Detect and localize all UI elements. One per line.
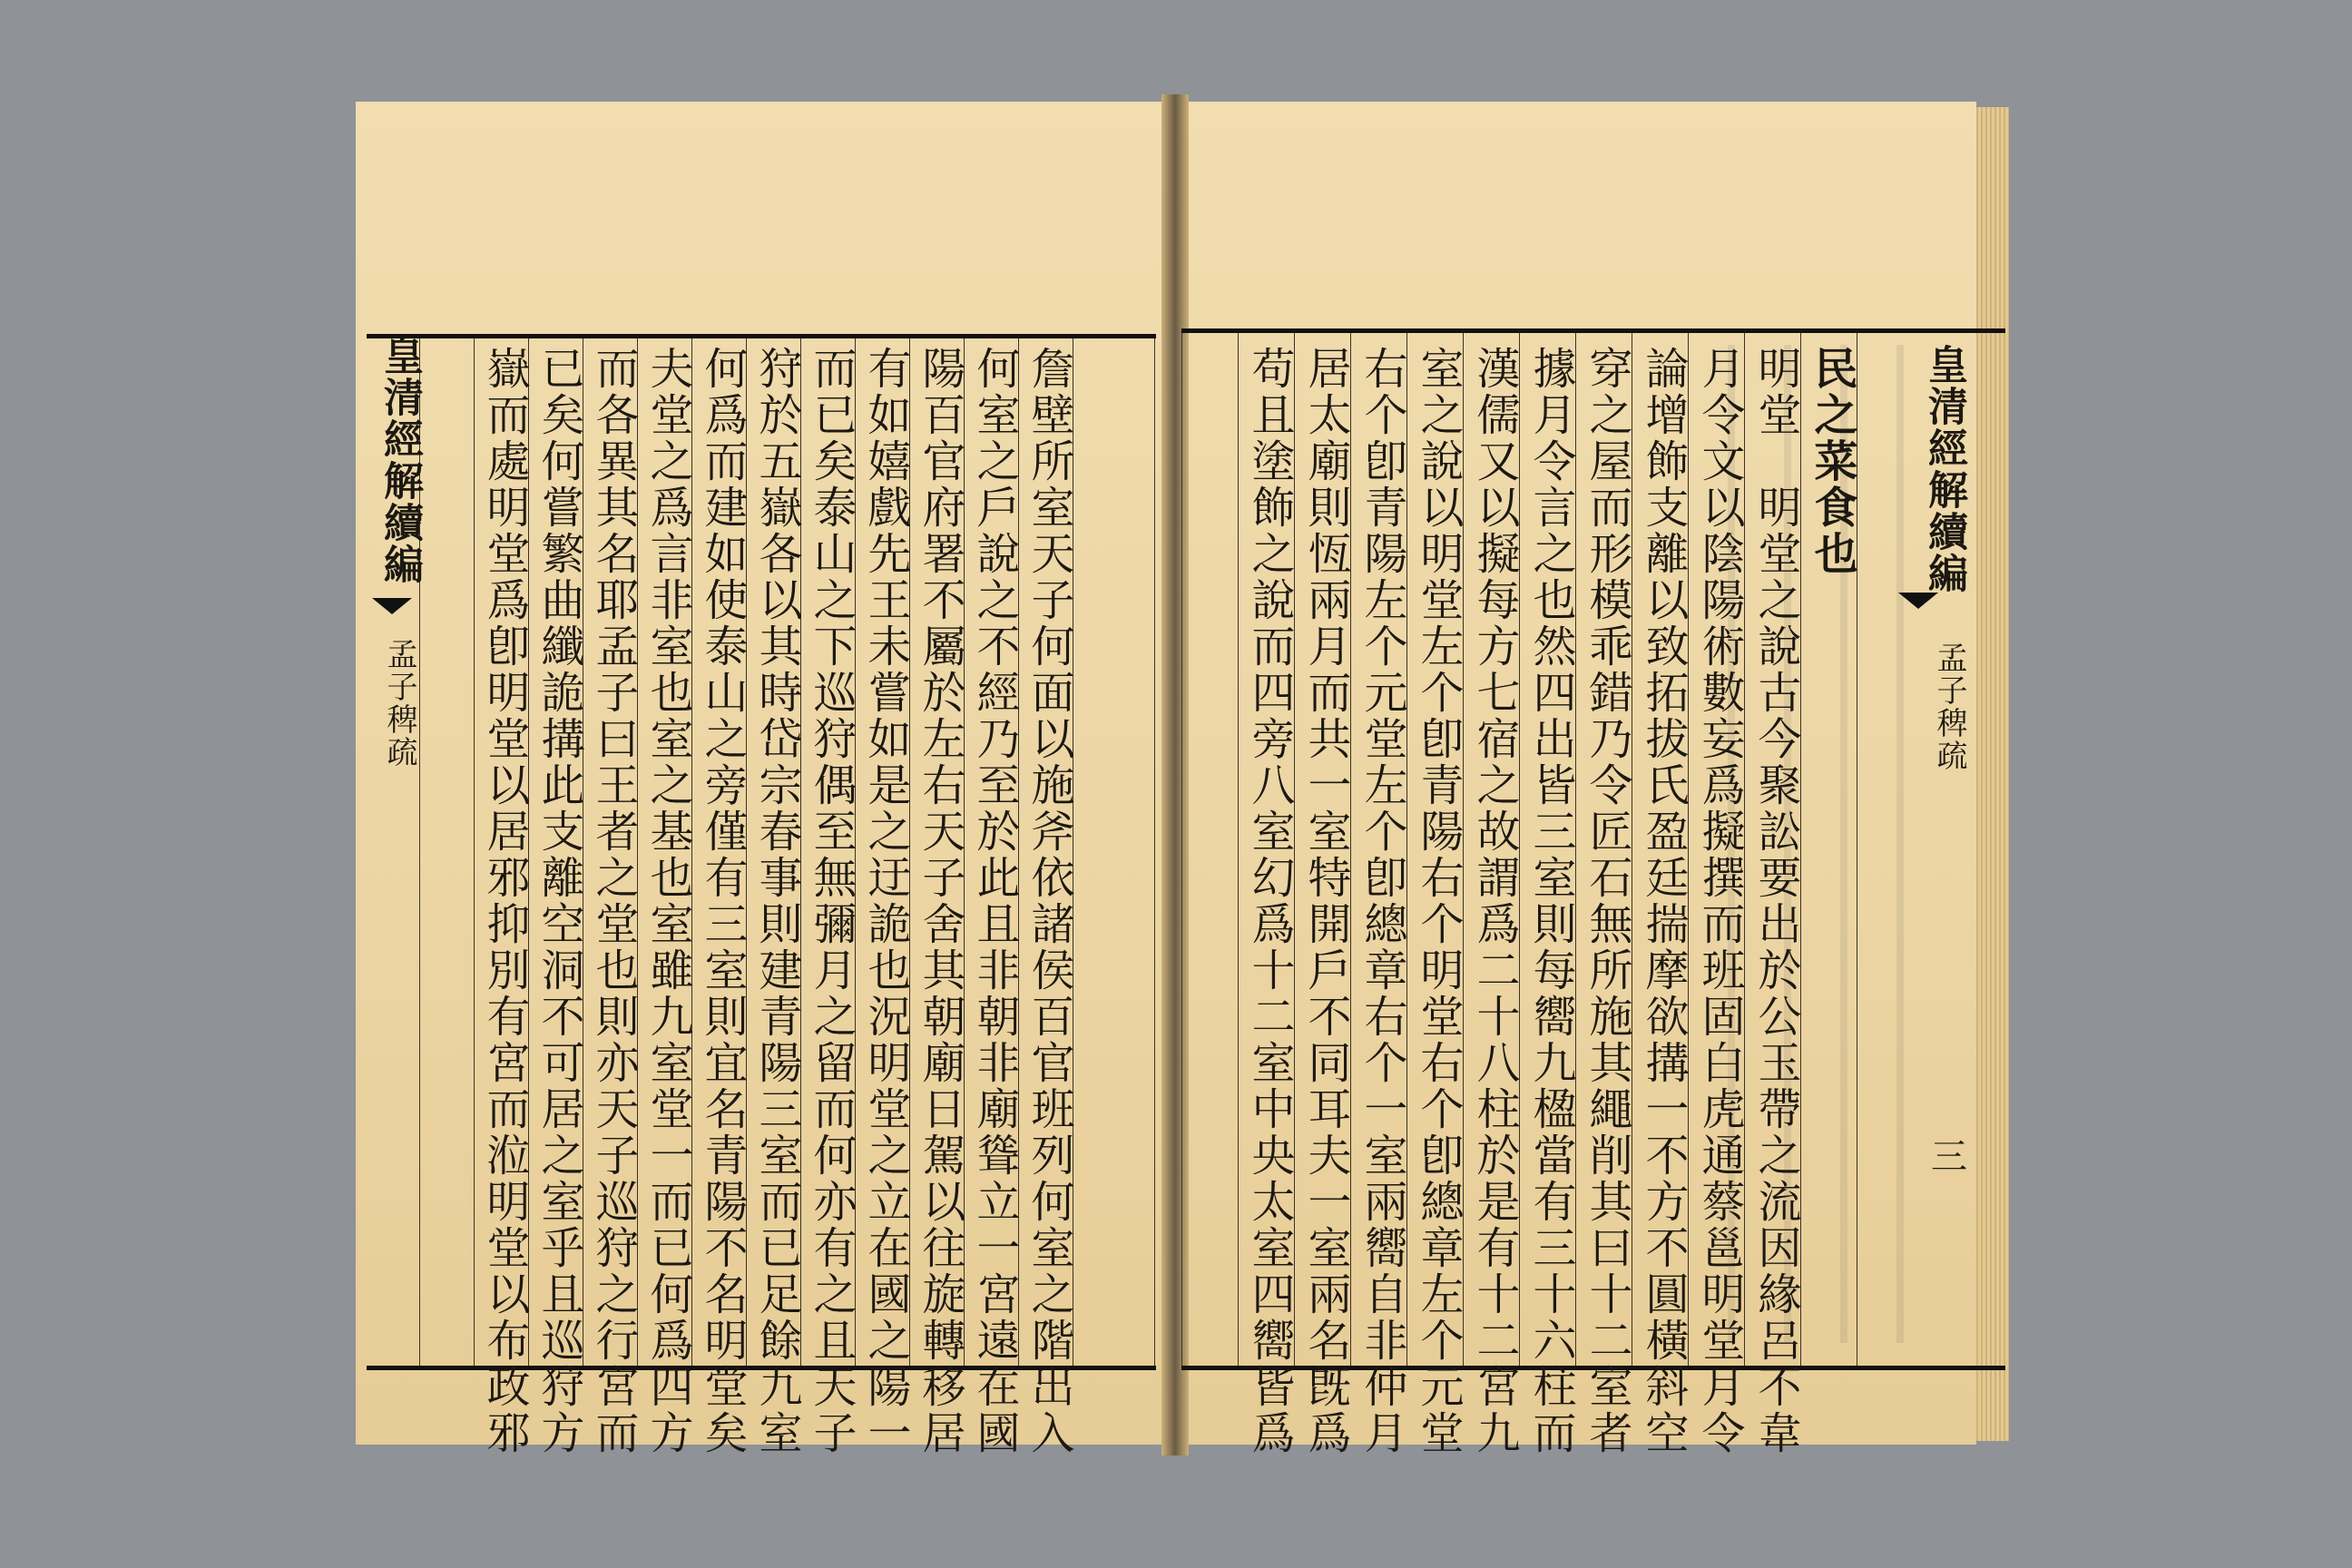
text-column: 苟且塗飾之說而四旁八室幻爲十二室中央太室四嚮皆爲 [1244, 346, 1295, 1456]
text-column: 明堂 明堂之說古今聚訟要出於公玉帶之流因緣呂不韋 [1750, 346, 1801, 1456]
text-column: 詹壁所室天子何面以施斧依諸侯百官班列何室之階出入 [1024, 346, 1074, 1456]
margin-section-title: 孟子稗疏 [1931, 642, 1967, 772]
right-text-frame [1181, 328, 2005, 1456]
text-column: 據月令言之也然四出皆三室則每嚮九楹當有三十六柱而 [1525, 346, 1576, 1456]
margin-section-title: 孟子稗疏 [381, 638, 417, 769]
text-column: 室之說以明堂左个卽青陽右个明堂右个卽總章左个元堂 [1413, 346, 1464, 1456]
text-column: 有如嬉戲先王未嘗如是之迂詭也況明堂之立在國之陽一 [860, 346, 911, 1456]
text-column: 夫堂之爲言非室也室之基也室雖九室堂一而已何爲四方 [642, 346, 693, 1456]
text-column: 民之菜食也 [1807, 346, 1857, 577]
text-column: 陽百官府署不屬於左右天子舍其朝廟日駕以往旋轉移居 [915, 346, 965, 1456]
text-column: 已矣何嘗繁曲纖詭搆此支離空洞不可居之室乎且巡狩方 [534, 346, 584, 1456]
page-number: 三 [1931, 1136, 1967, 1178]
margin-book-title: 皇清經解續編 [1921, 344, 1967, 594]
margin-book-title: 皇清經解續編 [377, 335, 423, 585]
text-column: 論增飾支離以致拓拔氏盈廷揣摩欲搆一不方不圓橫斜空 [1638, 346, 1689, 1456]
fishtail-mark [372, 598, 412, 614]
text-column: 嶽而處明堂爲卽明堂以居邪抑別有宮而涖明堂以布政邪 [479, 346, 530, 1456]
text-column: 而各異其名耶孟子曰王者之堂也則亦天子巡狩之行宮而 [588, 346, 639, 1456]
text-column: 何爲而建如使泰山之旁僅有三室則宜名青陽不名明堂矣 [697, 346, 748, 1456]
text-column: 狩於五嶽各以其時岱宗春事則建青陽三室而已足餘九室 [751, 346, 802, 1456]
text-column: 穿之屋而形模乖錯乃令匠石無所施其繩削其曰十二室者 [1582, 346, 1632, 1456]
fishtail-mark [1898, 593, 1938, 609]
text-column: 月令文以陰陽術數妄爲擬撰而班固白虎通蔡邕明堂月令 [1694, 346, 1745, 1456]
text-column: 居太廟則恆兩月而共一室特開戶不同耳夫一室兩名旣爲 [1300, 346, 1351, 1456]
text-column: 而已矣泰山之下巡狩偶至無彌月之留而何亦有之且天子 [806, 346, 857, 1456]
text-column: 何室之戶說之不經乃至於此且非朝非廟聳立一宮遠在國 [969, 346, 1020, 1456]
text-column: 右个卽青陽左个元堂左个卽總章右个一室兩嚮自非仲月 [1357, 346, 1407, 1456]
left-text-frame [367, 334, 1156, 1456]
text-column: 漢儒又以擬每方七宿之故謂爲二十八柱於是有十二宮九 [1469, 346, 1520, 1456]
